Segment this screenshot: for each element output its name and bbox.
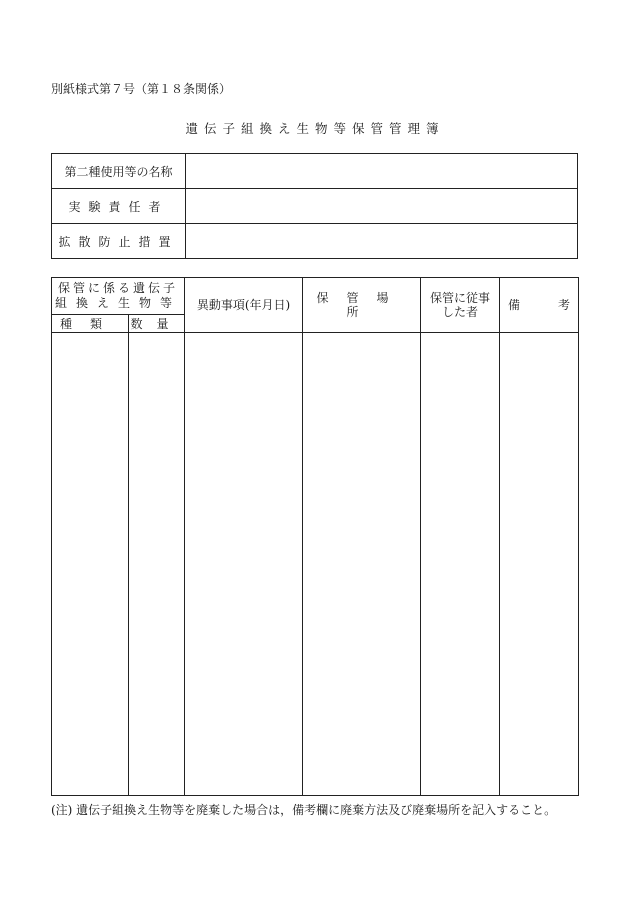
change-date-header: 異動事項(年月日) [185,278,303,333]
containment-measure-label: 拡散防止措置 [52,224,186,259]
storage-location-cell[interactable] [303,333,421,796]
storage-staff-cell[interactable] [421,333,500,796]
storage-staff-header-line1: 保管に従事 [430,291,491,305]
info-row-responsible [52,189,578,224]
remarks-header-char-1: 備 [508,298,521,312]
kind-header: 種類 [52,315,129,333]
responsible-person-label: 実験責任者 [52,189,186,224]
storage-location-header: 保管場所 [303,278,421,333]
remarks-header [500,278,579,333]
containment-measure-field[interactable] [186,224,578,259]
records-table [51,277,579,796]
usage-name-label: 第二種使用等の名称 [52,154,186,189]
storage-staff-header-line2: した者 [442,305,479,319]
kind-cell[interactable] [52,333,129,796]
info-row-usage-name [52,154,578,189]
records-body-row [52,333,579,796]
usage-name-field[interactable] [186,154,578,189]
footer-note: (注) 遺伝子組換え生物等を廃棄した場合は，備考欄に廃棄方法及び廃棄場所を記入すること。 [51,803,557,817]
change-date-cell[interactable] [185,333,303,796]
quantity-cell[interactable] [129,333,185,796]
form-number: 別紙様式第７号（第１８条関係） [51,82,232,96]
info-table [51,153,578,259]
remarks-header-char-2: 考 [558,298,571,312]
stored-organisms-header [52,278,185,315]
remarks-header-text [508,298,570,312]
remarks-cell[interactable] [500,333,579,796]
quantity-header: 数量 [129,315,185,333]
responsible-person-field[interactable] [186,189,578,224]
stored-organisms-header-line2: 組換え生物等 [55,296,182,310]
storage-staff-header [421,278,500,333]
document-title: 遺伝子組換え生物等保管管理簿 [185,121,445,136]
records-header-row [52,278,579,315]
info-row-containment [52,224,578,259]
stored-organisms-header-line1: 保管に係る遺伝子 [58,281,179,295]
